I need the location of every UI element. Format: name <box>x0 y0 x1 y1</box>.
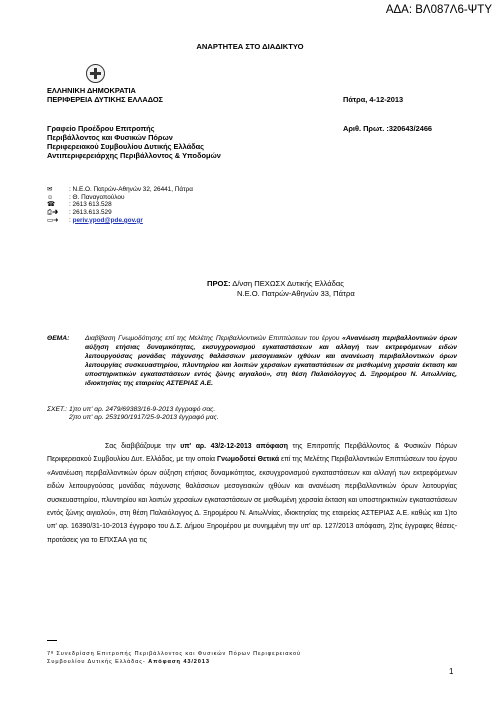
contact-fax: : 2613.613.529 <box>69 209 112 217</box>
header-region: ΠΕΡΙΦΕΡΕΙΑ ΔΥΤΙΚΗΣ ΕΛΛΑΔΟΣ <box>47 95 163 104</box>
body-paragraph <box>47 440 457 547</box>
contact-phone: : 2613 613.528 <box>69 201 112 209</box>
email-icon: ▭➜ <box>47 216 59 224</box>
recipient-block <box>207 279 355 298</box>
recipient-address: Ν.Ε.Ο. Πατρών-Αθηνών 33, Πάτρα <box>237 288 355 298</box>
contact-email-link[interactable]: periv.ypod@pde.gov.gr <box>72 216 143 224</box>
person-icon: ☺ <box>47 193 54 201</box>
footer-rule <box>47 640 57 641</box>
body-part-2: της Επιτροπής Περιβάλλοντος & Φυσικών Πόρων Περιφερειακού Συμβουλίου Δυτ. Ελλάδας, με την οποία <box>47 443 457 464</box>
footer-line-1: 7ª Συνεδρίαση Επιτροπής Περιβάλλοντος και Φυσικών Πόρων Περιφερειακού <box>47 651 301 657</box>
contact-block <box>47 186 193 224</box>
body-positive-opinion: Γνωμοδοτεί Θετικά <box>216 456 280 464</box>
office-line-1: Γραφείο Προέδρου Επιτροπής <box>47 124 155 133</box>
contact-info: : Θ. Παναγοπούλου <box>69 193 125 201</box>
office-line-3: Περιφερειακού Συμβουλίου Δυτικής Ελλάδας <box>47 142 204 151</box>
subject-intro: Διαβίβαση Γνωμοδότησης επί της Μελέτης Περιβαλλοντικών Επιπτώσεων του έργου <box>85 335 340 342</box>
footer-decision: Απόφαση 43/2013 <box>148 659 210 665</box>
office-line-2: Περιβάλλοντος και Φυσικών Πόρων <box>47 133 173 142</box>
body-decision-ref: υπ' αρ. 43/2-12-2013 απόφαση <box>180 443 288 450</box>
subject-project: «Ανανέωση περιβαλλοντικών όρων αύξηση ετήσιας δυναμικότητας, εκσυγχρονισμού εγκαταστάσεων και αλλαγή των εκτρεφόμενων ειδών λειτουργούσας μονάδας πάχυνσης θαλάσσιων μεσογειακών ιχθύων και ανανέωση περιβαλλοντικών όρων λειτουργίας συσκευαστηρίου, πλυντηρίου και λοιπών χερσαίων εγκαταστάσεων σε μισθωμένη χερσαία έκταση και υποστηρικτικών εγκαταστάσεων εντός ζώνης αιγιαλού», στη θέση Παλαιόλογγος Δ. Ξηρομέρου Ν. Αιτωλ/νίας, ιδιοκτησίας της εταιρείας ΑΣΤΕΡΙΑΣ Α.Ε. <box>85 335 457 387</box>
recipient-label: ΠΡΟΣ: <box>207 279 231 288</box>
related-line-1: ΣΧΕΤ.: 1)το υπ' αρ. 2479/69383/16-9-2013 έγγραφό σας. <box>47 406 216 413</box>
envelope-icon: ✉ <box>47 186 53 193</box>
body-part-1: Σας διαβιβάζουμε την <box>105 443 176 450</box>
footer-line-2: Συμβουλίου Δυτικής Ελλάδας- <box>47 659 146 665</box>
contact-address: : Ν.Ε.Ο. Πατρών-Αθηνών 32, 26441, Πάτρα <box>69 186 193 193</box>
subject-block <box>47 335 457 388</box>
header-country: ΕΛΛΗΝΙΚΗ ΔΗΜΟΚΡΑΤΙΑ <box>47 86 136 95</box>
fax-icon: ⎙➜ <box>47 209 59 217</box>
footer-block <box>47 650 301 666</box>
ada-code: ΑΔΑ: ΒΛ087Λ6-ΨΤΥ <box>385 4 492 16</box>
phone-icon: ☎ <box>47 201 55 209</box>
contact-email-prefix: : <box>69 216 71 224</box>
body-part-3: επί της Μελέτης Περιβαλλοντικών Επιπτώσεων του έργου «Ανανέωση περιβαλλοντικών όρων αύξηση ετήσιας δυναμικότητας, εκσυγχρονισμού εγκαταστάσεων και αλλαγή των εκτρεφόμενων ειδών λειτουργούσας μονάδας πάχυνσης θαλάσσιων μεσογειακών ιχθύων και ανανέωση περιβαλλοντικών όρων λειτουργίας συσκευαστηρίου, πλυντηρίου και λοιπών χερσαίων εγκαταστάσεων σε μισθωμένη χερσαία έκταση και υποστηρικτικών εγκαταστάσεων εντός ζώνης αιγιαλού», στη θέση Παλαιόλογγος Δ. Ξηρομέρου Ν. Αιτωλ/νίας, ιδιοκτησίας της εταιρείας ΑΣΤΕΡΙΑΣ Α.Ε. καθώς και 1)το υπ' αρ. 16390/31-10-2013 έγγραφο του Δ.Σ. Δήμου Ξηρομέρου με συνημμένη την υπ' αρ. 127/2013 απόφαση, 2)τις έγγραφες θέσεις-προτάσεις για το ΕΠΧΣΑΑ για τις <box>47 456 457 544</box>
page-number: 1 <box>449 667 454 676</box>
related-line-2: 2)το υπ' αρ. 253190/1917/25-9-2013 έγγραφό μας. <box>69 414 219 422</box>
greek-emblem-icon <box>86 64 105 83</box>
recipient-name: Δ/νση ΠΕΧΩΣΧ Δυτικής Ελλάδας <box>232 279 344 288</box>
related-block <box>47 406 219 422</box>
posted-online-heading: ΑΝΑΡΤΗΤΕΑ ΣΤΟ ΔΙΑΔΙΚΤΥΟ <box>196 42 304 51</box>
subject-label: ΘΕΜΑ: <box>47 335 70 342</box>
date-line: Πάτρα, 4-12-2013 <box>343 95 404 104</box>
protocol-number: Αριθ. Πρωτ. :320643/2466 <box>343 124 433 133</box>
office-line-4: Αντιπεριφερειάρχης Περιβάλλοντος & Υποδομών <box>47 151 221 160</box>
